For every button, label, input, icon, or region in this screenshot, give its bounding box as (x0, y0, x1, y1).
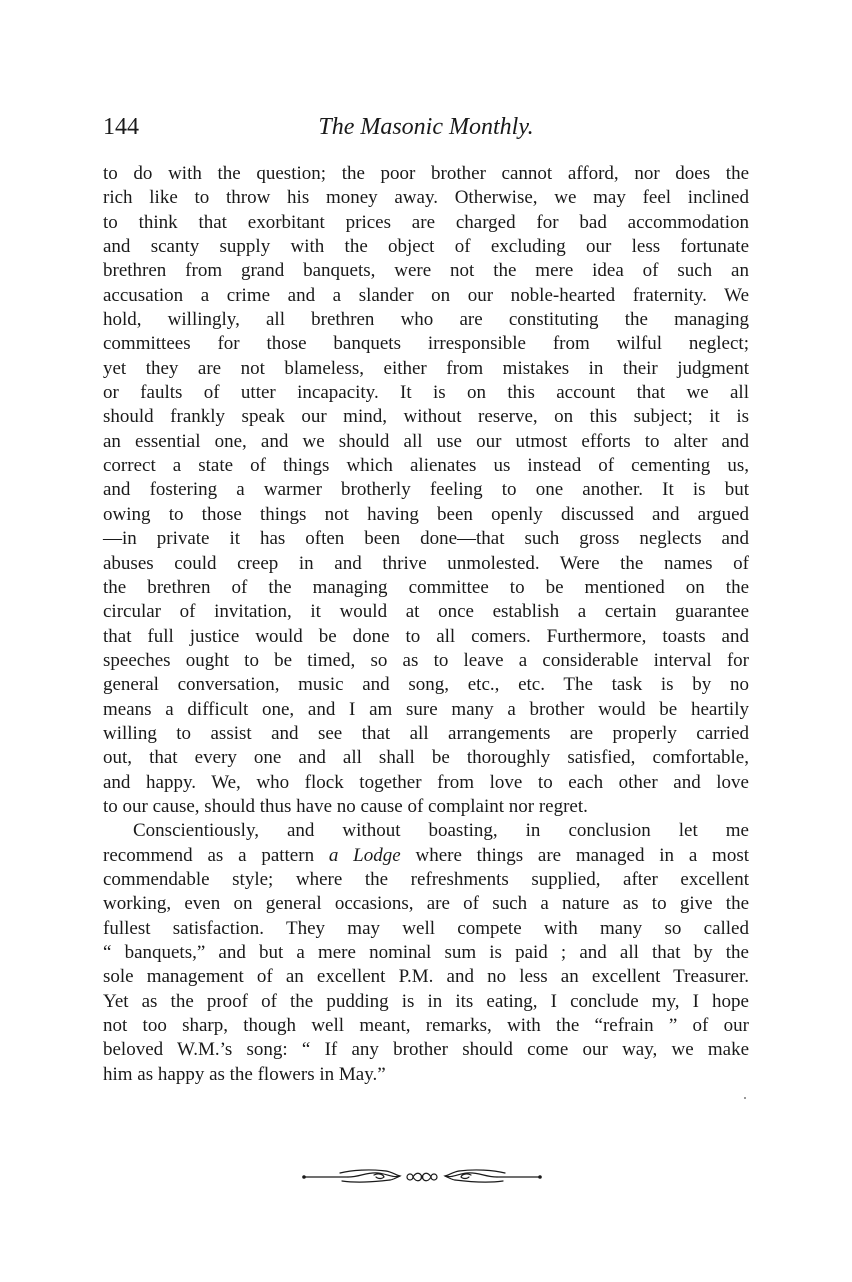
text-line: out, that every one and all shall be thoroughly satisfied, comfortable, (103, 747, 749, 769)
text-line: —in private it has often been done—that such gross neglects and (103, 528, 749, 550)
text-line: committees for those banquets irresponsible from wilful neglect; (103, 333, 749, 355)
text-line: the brethren of the managing committee to be mentioned on the (103, 576, 749, 598)
decorative-scroll-rule-icon (300, 1163, 545, 1189)
text-segment: recommend as a pattern (103, 844, 315, 866)
text-line: brethren from grand banquets, were not the mere idea of such an (103, 260, 749, 282)
running-title: The Masonic Monthly. (318, 114, 534, 140)
text-line: correct a state of things which alienates us instead of cementing us, (103, 455, 749, 477)
text-line: willing to assist and see that all arrangements are properly carried (103, 722, 749, 744)
text-line: owing to those things not having been openly discussed and argued (103, 503, 749, 525)
text-line: Yet as the proof of the pudding is in its eating, I conclude my, I hope (103, 990, 749, 1012)
text-line: hold, willingly, all brethren who are constituting the managing (103, 309, 749, 331)
text-line: circular of invitation, it would at once establish a certain guarantee (103, 601, 749, 623)
article-body (103, 162, 749, 1087)
paragraph-end-line: to our cause, should thus have no cause of complaint nor regret. (103, 795, 588, 817)
text-line: and happy. We, who flock together from love to each other and love (103, 771, 749, 793)
paragraph-end-line: him as happy as the flowers in May.” (103, 1063, 386, 1085)
italic-phrase: a Lodge (328, 844, 401, 866)
text-line: rich like to throw his money away. Otherwise, we may feel inclined (103, 187, 749, 209)
text-line: means a difficult one, and I am sure many a brother would be heartily (103, 698, 749, 720)
text-segment: where things are managed in a most (415, 844, 750, 866)
text-line: to think that exorbitant prices are charged for bad accommodation (103, 211, 749, 233)
text-line: to do with the question; the poor brother cannot afford, nor does the (103, 163, 749, 184)
text-line: not too sharp, though well meant, remarks, with the “refrain ” of our (103, 1015, 749, 1037)
text-line: beloved W.M.’s song: “ If any brother should come our way, we make (103, 1039, 749, 1061)
text-line: and scanty supply with the object of excluding our less fortunate (103, 236, 749, 258)
page-header (103, 112, 749, 146)
text-line: accusation a crime and a slander on our noble-hearted fraternity. We (103, 284, 749, 306)
text-line: an essential one, and we should all use our utmost efforts to alter and (103, 430, 749, 452)
page-number: 144 (103, 114, 139, 140)
text-line: that full justice would be done to all comers. Furthermore, toasts and (103, 625, 749, 647)
text-line: commendable style; where the refreshments supplied, after excellent (103, 868, 749, 890)
ink-speck (744, 1097, 746, 1099)
text-line: “ banquets,” and but a mere nominal sum is paid ; and all that by the (103, 942, 749, 963)
text-line: or faults of utter incapacity. It is on this account that we all (103, 382, 749, 404)
text-line: working, even on general occasions, are of such a nature as to give the (103, 893, 749, 915)
text-line: should frankly speak our mind, without reserve, on this subject; it is (103, 406, 749, 428)
text-line: general conversation, music and song, etc., etc. The task is by no (103, 674, 749, 696)
text-line-with-italic (103, 844, 749, 868)
paragraph-start-line: Conscientiously, and without boasting, in conclusion let me (133, 820, 749, 842)
text-line: speeches ought to be timed, so as to leave a considerable interval for (103, 649, 749, 671)
text-line: yet they are not blameless, either from mistakes in their judgment (103, 357, 749, 379)
text-line: sole management of an excellent P.M. and no less an excellent Treasurer. (103, 966, 749, 988)
text-line: fullest satisfaction. They may well compete with many so called (103, 917, 749, 939)
text-line: abuses could creep in and thrive unmolested. Were the names of (103, 552, 749, 574)
text-line: and fostering a warmer brotherly feeling to one another. It is but (103, 479, 749, 501)
